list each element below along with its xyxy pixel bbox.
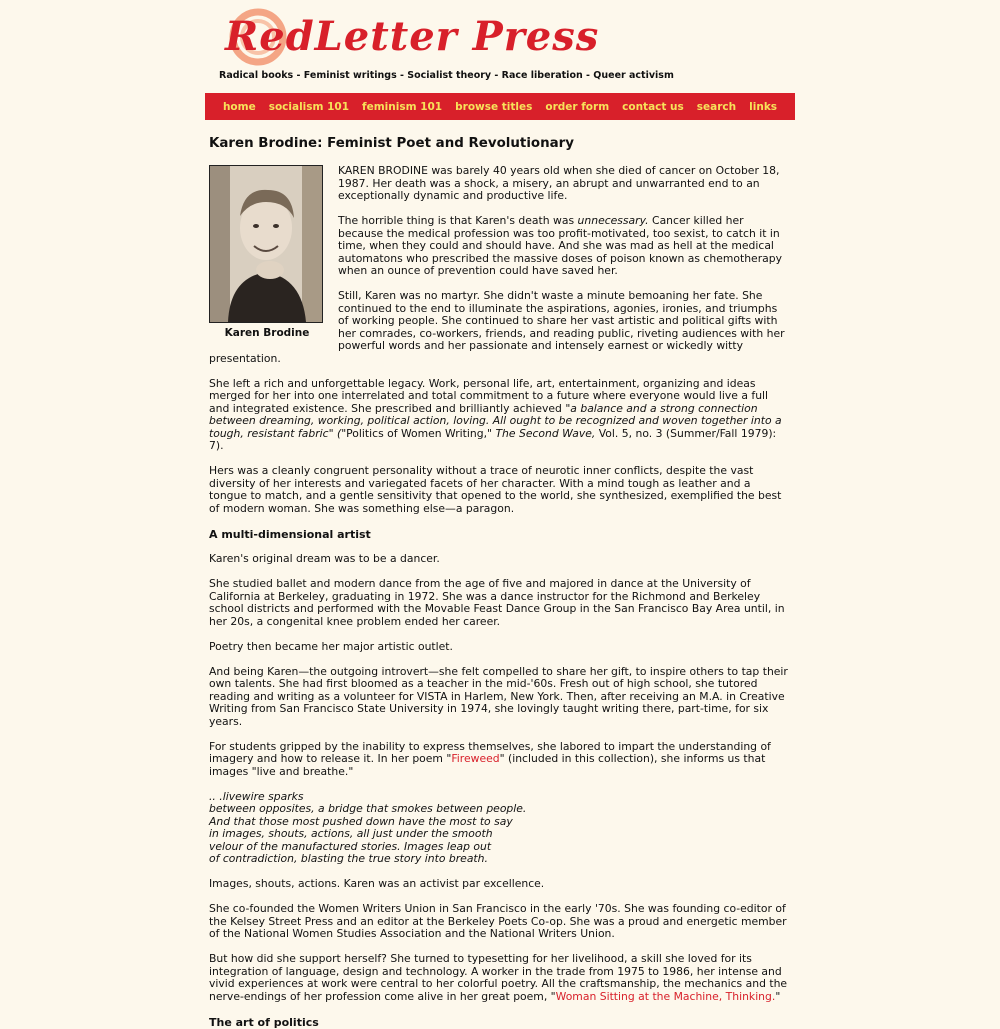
article bbox=[205, 136, 795, 1029]
paragraph-9: And being Karen—the outgoing introvert—she felt compelled to share her gift, to inspire others to tap their own talents. She had first bloomed as a teacher in the mid-'60s. Fresh out of high school, she tutored reading and writing as a volunteer for VISTA in Harlem, New York. Then, after receiving an M.A. in Creative Writing from San Francisco State University in 1974, she lovingly taught writing there, part-time, for six years. bbox=[209, 664, 788, 728]
poem-line: of contradiction, blasting the true story into breath. bbox=[209, 852, 488, 865]
poem-line: between opposites, a bridge that smokes between people. bbox=[209, 802, 527, 815]
paragraph-13: But how did she support herself? She turned to typesetting for her livelihood, a skill she loved for its integration of language, design and technology. A worker in the trade from 1975 to 1986, her intense and vivid experiences at work were central to her colorful poetry. All the craftsmanship, the mechanics and the nerve-endings of her profession come alive in her great poem, "Woman Sitting at the Machine, Thinking." bbox=[209, 952, 788, 1003]
author-photo bbox=[209, 165, 323, 323]
nav-browse-titles[interactable]: browse titles bbox=[455, 100, 533, 113]
woman-sitting-link[interactable]: Woman Sitting at the Machine, Thinking. bbox=[555, 989, 776, 1003]
author-figure bbox=[209, 165, 325, 339]
paragraph-11: Images, shouts, actions. Karen was an activist par excellence. bbox=[209, 877, 545, 890]
photo-caption: Karen Brodine bbox=[224, 327, 310, 339]
paragraph-3: Still, Karen was no martyr. She didn't waste a minute bemoaning her fate. She continued to the end to illuminate the aspirations, agonies, ironies, and triumphs of working people. She continued to share her vast artistic and political gifts with her comrades, co-workers, friends, and reading public, riveting audiences with her powerful words and her passionate and intensely earnest or wickedly witty presentation. bbox=[209, 289, 785, 365]
poem-line: in images, shouts, actions, all just under the smooth bbox=[209, 827, 493, 840]
site-tagline: Radical books - Feminist writings - Socialist theory - Race liberation - Queer activism bbox=[219, 70, 674, 81]
poem-line: And that those most pushed down have the most to say bbox=[209, 814, 513, 828]
fireweed-link[interactable]: Fireweed bbox=[451, 752, 500, 765]
nav-home[interactable]: home bbox=[222, 100, 256, 113]
paragraph-4: She left a rich and unforgettable legacy. Work, personal life, art, entertainment, organizing and ideas merged for her into one interrelated and total commitment to a future where everyone would live a full and integrated existence. She prescribed and brilliantly achieved "a balance and a strong connection between dreaming, working, political action, loving. All ought to be recognized and woven together into a tough, resistant fabric" ("Politics of Women Writing," The Second Wave, Vol. 5, no. 3 (Summer/Fall 1979): 7). bbox=[209, 376, 782, 452]
nav-links[interactable]: links bbox=[749, 100, 778, 113]
nav-search[interactable]: search bbox=[696, 100, 737, 113]
site-header bbox=[205, 0, 795, 93]
paragraph-1: KAREN BRODINE was barely 40 years old when she died of cancer on October 18, 1987. Her death was a shock, a misery, an abrupt and unwarranted end to an exceptionally dynamic and productive life. bbox=[338, 164, 780, 202]
portrait-image bbox=[210, 166, 322, 322]
nav-contact-us[interactable]: contact us bbox=[622, 100, 684, 113]
paragraph-10: For students gripped by the inability to express themselves, she labored to impart the understanding of imagery and how to release it. In her poem "Fireweed" (included in this collection), she informs us that images "live and breathe." bbox=[209, 739, 771, 778]
main-nav bbox=[205, 93, 795, 120]
page-container bbox=[205, 0, 795, 1029]
page-title: Karen Brodine: Feminist Poet and Revolutionary bbox=[209, 136, 575, 151]
paragraph-7: She studied ballet and modern dance from the age of five and majored in dance at the University of California at Berkeley, graduating in 1972. She was a dance instructor for the Richmond and Berkeley school districts and performed with the Movable Feast Dance Group in the San Francisco Bay Area until, in her 20s, a congenital knee problem ended her career. bbox=[209, 577, 785, 628]
paragraph-8: Poetry then became her major artistic outlet. bbox=[209, 639, 453, 653]
paragraph-6: Karen's original dream was to be a dancer. bbox=[209, 552, 440, 565]
poem-excerpt bbox=[209, 791, 791, 866]
nav-feminism-101[interactable]: feminism 101 bbox=[362, 100, 443, 113]
site-logo[interactable]: RedLetter Press bbox=[225, 13, 600, 60]
paragraph-5: Hers was a cleanly congruent personality without a trace of neurotic inner conflicts, despite the vast diversity of her interests and variegated facets of her character. With a mind tough as leather and a tongue to match, and a gentle sensitivity that opened to the world, she synthesized, exemplified the best of modern woman. She was something else—a paragon. bbox=[209, 464, 782, 515]
section-heading-artist: A multi-dimensional artist bbox=[209, 527, 371, 541]
nav-order-form[interactable]: order form bbox=[545, 100, 610, 113]
paragraph-12: She co-founded the Women Writers Union in San Francisco in the early '70s. She was founding co-editor of the Kelsey Street Press and an editor at the Berkeley Poets Co-op. She was a proud and energetic member of the National Women Studies Association and the National Writers Union. bbox=[209, 902, 787, 940]
section-heading-politics: The art of politics bbox=[209, 1015, 319, 1029]
paragraph-2: The horrible thing is that Karen's death was unnecessary. Cancer killed her because the medical profession was too profit-motivated, too sexist, to catch it in time, when they could and should have. And she was mad as hell at the medical automatons who prescribed the massive doses of poison known as chemotherapy when an ounce of prevention could have saved her. bbox=[338, 214, 782, 277]
nav-socialism-101[interactable]: socialism 101 bbox=[268, 100, 350, 113]
poem-line: velour of the manufactured stories. Images leap out bbox=[209, 839, 492, 853]
poem-line: .. .livewire sparks bbox=[209, 789, 304, 803]
